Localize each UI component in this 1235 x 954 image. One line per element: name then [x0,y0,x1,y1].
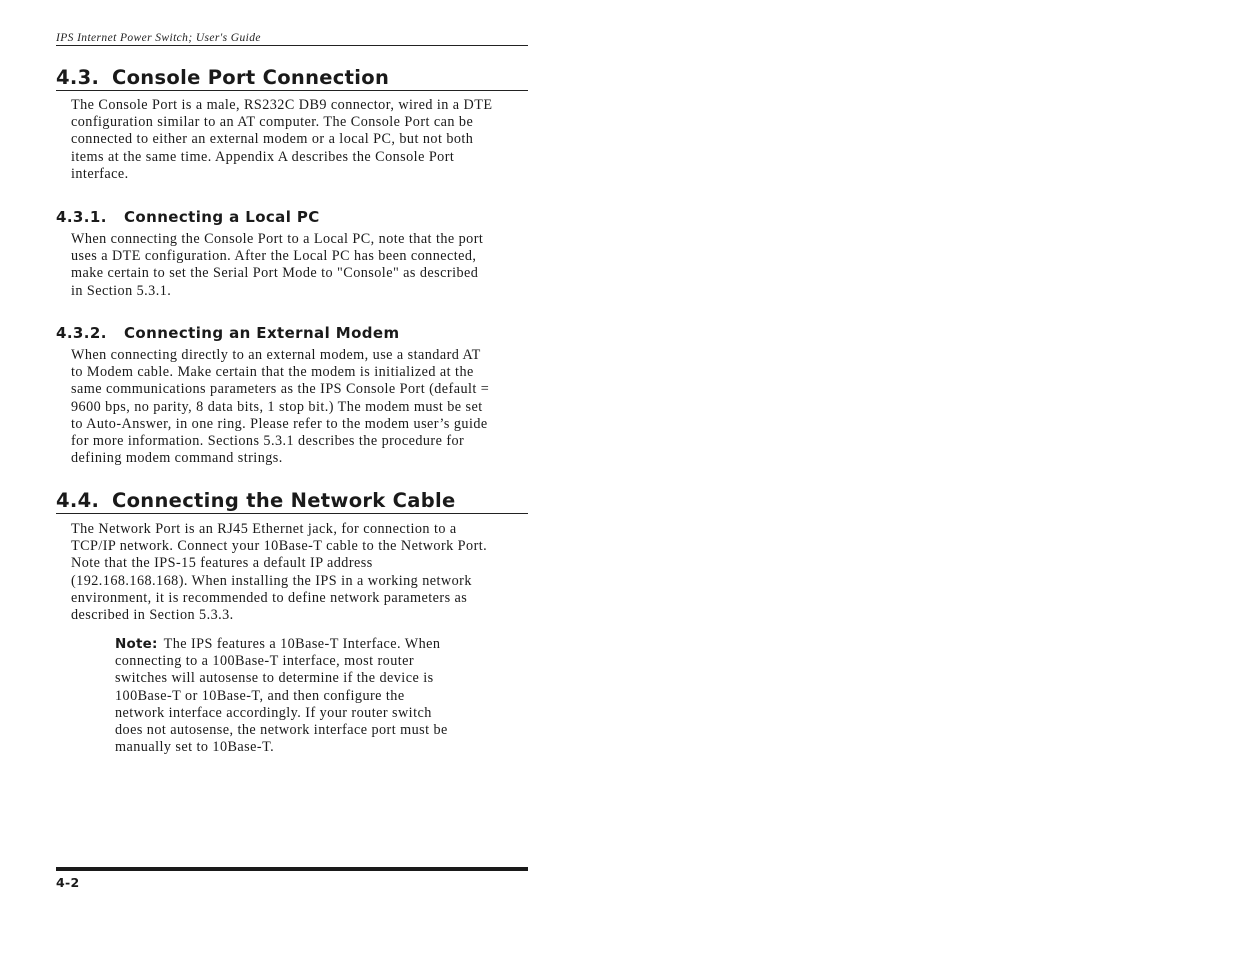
text-line: The Network Port is an RJ45 Ethernet jack, for connection to a [71,521,457,537]
subsection-number: 4.3.1. [56,208,107,226]
note-block [115,636,515,756]
text-line: 9600 bps, no parity, 8 data bits, 1 stop bit.) The modem must be set [71,398,483,415]
text-line: When connecting the Console Port to a Local PC, note that the port [71,231,484,247]
text-line: connecting to a 100Base-T interface, most router [115,653,415,670]
section-heading-4-4 [56,489,528,514]
text-line: make certain to set the Serial Port Mode to "Console" as described [71,265,479,282]
text-line: does not autosense, the network interface port must be [115,722,448,739]
subsection-title: Connecting a Local PC [124,208,320,226]
section-title: Console Port Connection [112,66,390,89]
text-line: to Auto-Answer, in one ring. Please refer to the modem user’s guide [71,415,488,432]
subsection-heading-4-3-2 [56,323,528,343]
text-line: in Section 5.3.1. [71,282,172,299]
text-line: same communications parameters as the IPS Console Port (default = [71,381,490,398]
paragraph-external-modem [71,347,531,467]
text-line: network interface accordingly. If your router switch [115,704,432,721]
note-label: Note: [115,636,158,652]
text-line: to Modem cable. Make certain that the modem is initialized at the [71,364,474,381]
text-line: interface. [71,165,129,182]
running-header: IPS Internet Power Switch; User's Guide [56,32,528,46]
paragraph-local-pc [71,231,531,300]
subsection-title: Connecting an External Modem [124,324,400,342]
section-number: 4.4. [56,489,100,512]
text-line: Note that the IPS-15 features a default IP address [71,555,373,572]
text-line: TCP/IP network. Connect your 10Base-T cable to the Network Port. [71,538,488,555]
text-line: (192.168.168.168). When installing the IPS in a working network [71,572,472,589]
text-line: for more information. Sections 5.3.1 describes the procedure for [71,433,465,450]
note-text: The IPS features a 10Base-T Interface. When [163,636,441,652]
paragraph-console-port [71,97,531,183]
text-line: When connecting directly to an external modem, use a standard AT [71,347,481,363]
page-number: 4-2 [56,875,80,890]
text-line [115,636,515,653]
section-number: 4.3. [56,66,100,89]
manual-page [56,0,528,954]
text-line: described in Section 5.3.3. [71,607,234,624]
text-line: environment, it is recommended to define network parameters as [71,589,468,606]
section-heading-4-3 [56,66,528,91]
footer-rule [56,867,528,871]
text-line: 100Base-T or 10Base-T, and then configure the [115,687,405,704]
subsection-heading-4-3-1 [56,207,528,227]
text-line: The Console Port is a male, RS232C DB9 connector, wired in a DTE [71,97,493,113]
text-line: uses a DTE configuration. After the Local PC has been connected, [71,248,477,265]
text-line: connected to either an external modem or a local PC, but not both [71,131,474,148]
text-line: configuration similar to an AT computer. The Console Port can be [71,114,474,131]
text-line: defining modem command strings. [71,450,283,467]
section-title: Connecting the Network Cable [112,489,456,512]
paragraph-network-cable [71,521,531,624]
text-line: manually set to 10Base-T. [115,739,275,756]
text-line: items at the same time. Appendix A describes the Console Port [71,148,455,165]
text-line: switches will autosense to determine if the device is [115,670,434,687]
subsection-number: 4.3.2. [56,324,107,342]
